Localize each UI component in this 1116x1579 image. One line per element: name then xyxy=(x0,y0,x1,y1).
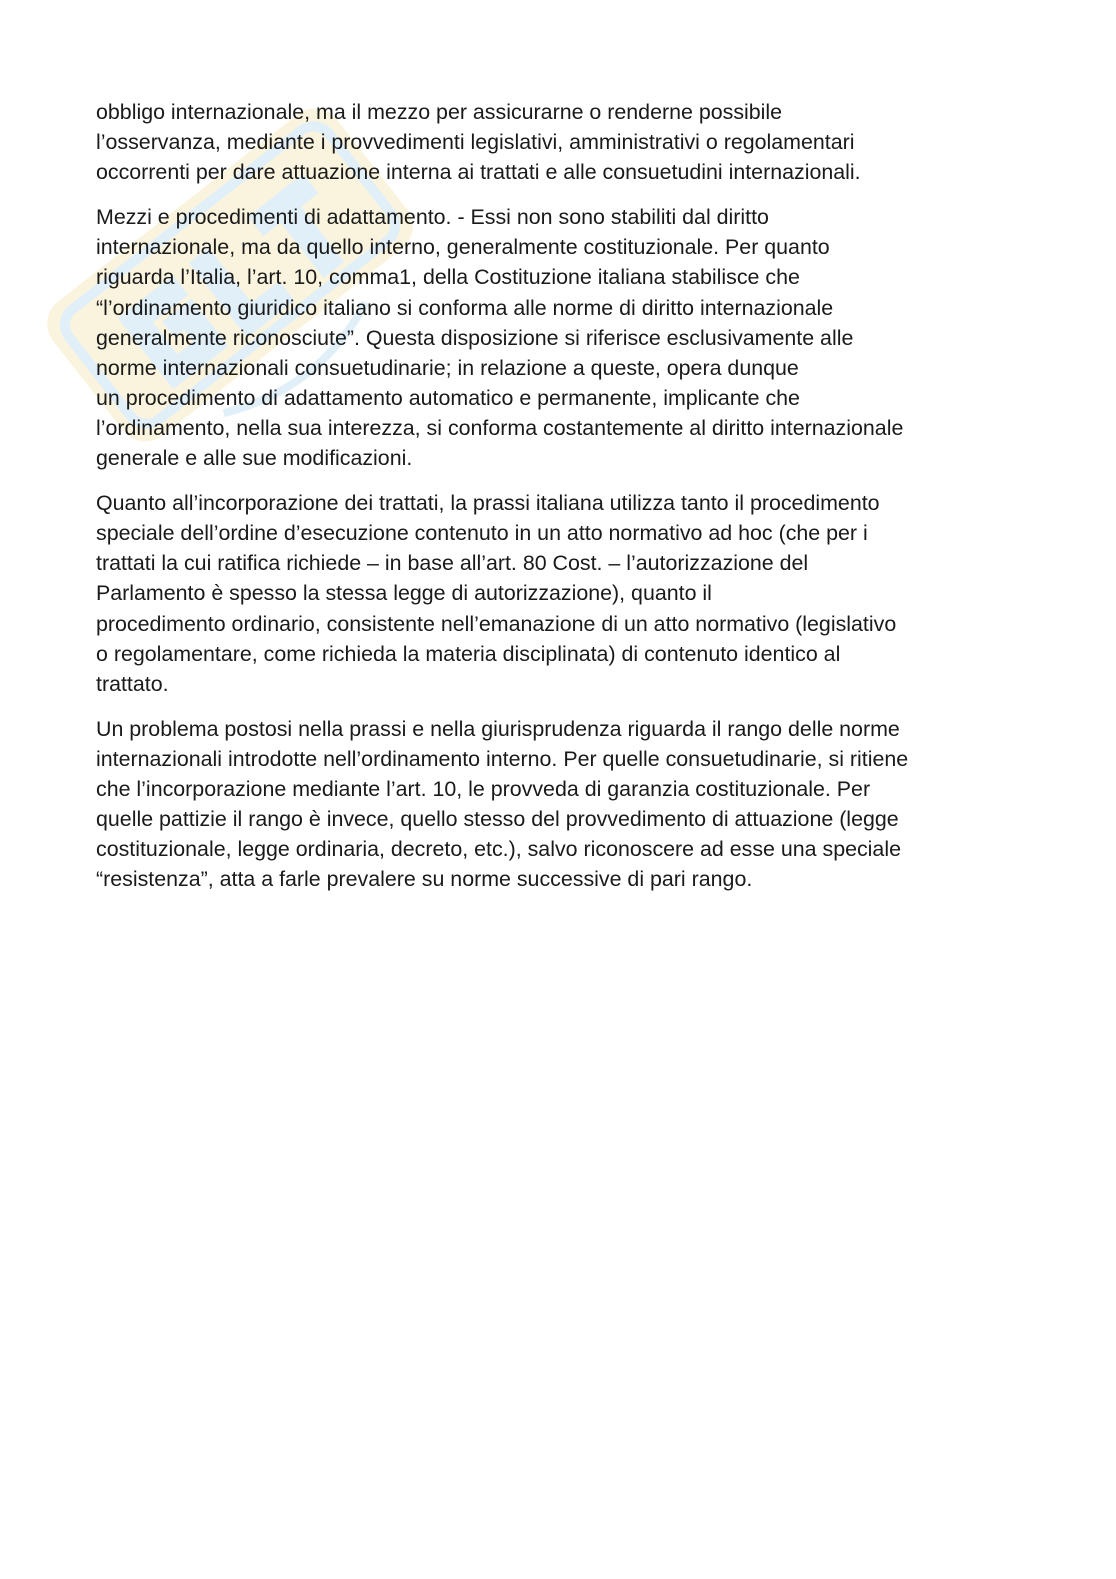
text-line: norme internazionali consuetudinarie; in relazione a queste, opera dunque xyxy=(96,355,799,380)
paragraph-4 xyxy=(96,714,1026,895)
text-line: procedimento ordinario, consistente nell’emanazione di un atto normativo (legislativo xyxy=(96,611,897,636)
text-line: quelle pattizie il rango è invece, quello stesso del provvedimento di attuazione (legge xyxy=(96,807,899,832)
text-line: trattati la cui ratifica richiede – in base all’art. 80 Cost. – l’autorizzazione del xyxy=(96,551,809,576)
text-line: obbligo internazionale, ma il mezzo per assicurarne o renderne possibile xyxy=(96,100,783,124)
text-line: riguarda l’Italia, l’art. 10, comma1, della Costituzione italiana stabilisce che xyxy=(96,265,800,290)
text-line: generalmente riconosciute”. Questa disposizione si riferisce esclusivamente alle xyxy=(96,325,854,350)
paragraph-1 xyxy=(96,97,1026,187)
paragraph-2 xyxy=(96,202,1026,473)
text-line: trattato. xyxy=(96,671,169,696)
text-line: o regolamentare, come richieda la materia disciplinata) di contenuto identico al xyxy=(96,641,841,666)
text-line: generale e alle sue modificazioni. xyxy=(96,446,413,471)
text-line: Parlamento è spesso la stessa legge di autorizzazione), quanto il xyxy=(96,581,712,606)
text-line: “resistenza”, atta a farle prevalere su norme successive di pari rango. xyxy=(96,867,753,892)
text-line: internazionali introdotte nell’ordinamento interno. Per quelle consuetudinarie, si ritiene xyxy=(96,746,909,771)
text-line: l’ordinamento, nella sua interezza, si conforma costantemente al diritto internazionale xyxy=(96,415,904,440)
paragraph-3 xyxy=(96,488,1026,699)
text-line: speciale dell’ordine d’esecuzione contenuto in un atto normativo ad hoc (che per i xyxy=(96,521,868,546)
text-line: occorrenti per dare attuazione interna ai trattati e alle consuetudini internazionali. xyxy=(96,160,861,185)
text-line: l’osservanza, mediante i provvedimenti legislativi, amministrativi o regolamentari xyxy=(96,130,855,155)
text-line: internazionale, ma da quello interno, generalmente costituzionale. Per quanto xyxy=(96,235,830,260)
document-body xyxy=(96,97,1026,909)
text-line: Un problema postosi nella prassi e nella giurisprudenza riguarda il rango delle norme xyxy=(96,716,900,741)
text-line: Quanto all’incorporazione dei trattati, la prassi italiana utilizza tanto il procedimento xyxy=(96,491,880,516)
text-line: “l’ordinamento giuridico italiano si conforma alle norme di diritto internazionale xyxy=(96,295,834,320)
text-line: costituzionale, legge ordinaria, decreto, etc.), salvo riconoscere ad esse una speciale xyxy=(96,837,901,862)
text-line: un procedimento di adattamento automatico e permanente, implicante che xyxy=(96,385,800,410)
text-line: Mezzi e procedimenti di adattamento. - Essi non sono stabiliti dal diritto xyxy=(96,205,769,230)
text-line: che l’incorporazione mediante l’art. 10, le provveda di garanzia costituzionale. Per xyxy=(96,776,871,801)
